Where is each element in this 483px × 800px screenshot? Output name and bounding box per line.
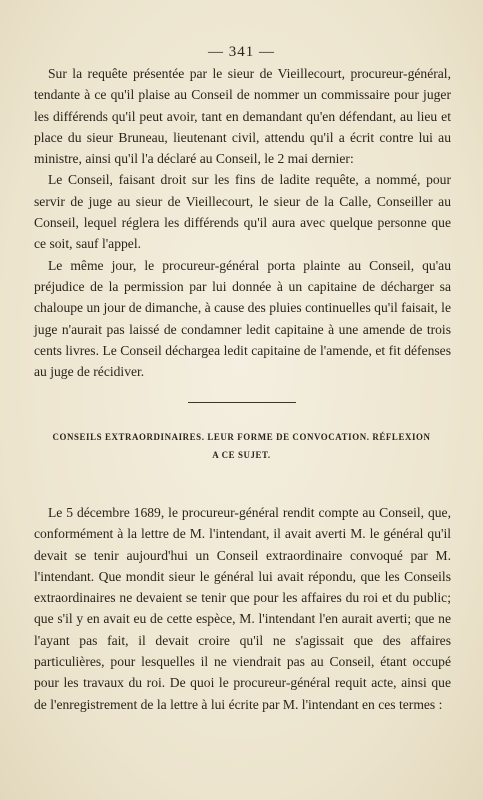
section-heading-line-2: A CE SUJET. [212,450,271,460]
section-heading [30,428,453,464]
paragraph-complaint: Le même jour, le procureur-général porta plainte au Conseil, qu'au préjudice de la permission par lui donnée à un capitaine de décharger sa chaloupe un jour de dimanche, à cause des pluies continuelles qu'il faisait, le juge n'aurait pas laissé de condamner ledit capitaine à une amende de trois cents livres. Le Conseil déchargea ledit capitaine de l'amende, et fit défenses au juge de récidiver. [34,257,451,380]
paragraph-request: Sur la requête présentée par le sieur de Vieillecourt, procureur-général, tendante à ce qu'il plaise au Conseil de nommer un commissaire pour juger les différends qu'il peut avoir, tant en demandant qu'en défendant, au lieu et place du sieur Bruneau, lieutenant civil, attendu qu'il a écrit contre lui au ministre, ainsi qu'il l'a déclaré au Conseil, le 2 mai dernier: [34,66,451,167]
section-divider [188,402,296,403]
text-block-1 [34,63,451,382]
text-block-2 [34,502,451,715]
paragraph-december-report: Le 5 décembre 1689, le procureur-général rendit compte au Conseil, que, conformément à la lettre de M. l'intendant, il avait averti M. le général qu'il devait se tenir aujourd'hui un Conseil extraordinaire convoqué par M. l'intendant. Que mondit sieur le général lui avait répondu, que les Conseils extraordinaires ne devaient se tenir que pour les affaires du roi et du public; que s'il y en avait eu de cette espèce, M. l'intendant l'en aurait averti; que ne l'ayant pas fait, il devait croire qu'il ne s'agissait que des affaires particulières, pour lesquelles il ne viendrait pas au Conseil, étant occupé pour les travaux du roi. De quoi le procureur-général requit acte, ainsi que de l'enregistrement de la lettre à lui écrite par M. l'intendant en ces termes : [34,505,451,712]
paragraph-council-decision: Le Conseil, faisant droit sur les fins de ladite requête, a nommé, pour servir de juge au sieur de Vieillecourt, le sieur de la Calle, Conseiller au Conseil, lequel réglera les différends qu'il aura avec quelque personne que ce soit, sauf l'appel. [34,172,451,252]
page-number: — 341 — [208,44,275,60]
section-heading-line-1: CONSEILS EXTRAORDINAIRES. LEUR FORME DE CONVOCATION. RÉFLEXION [52,432,431,442]
